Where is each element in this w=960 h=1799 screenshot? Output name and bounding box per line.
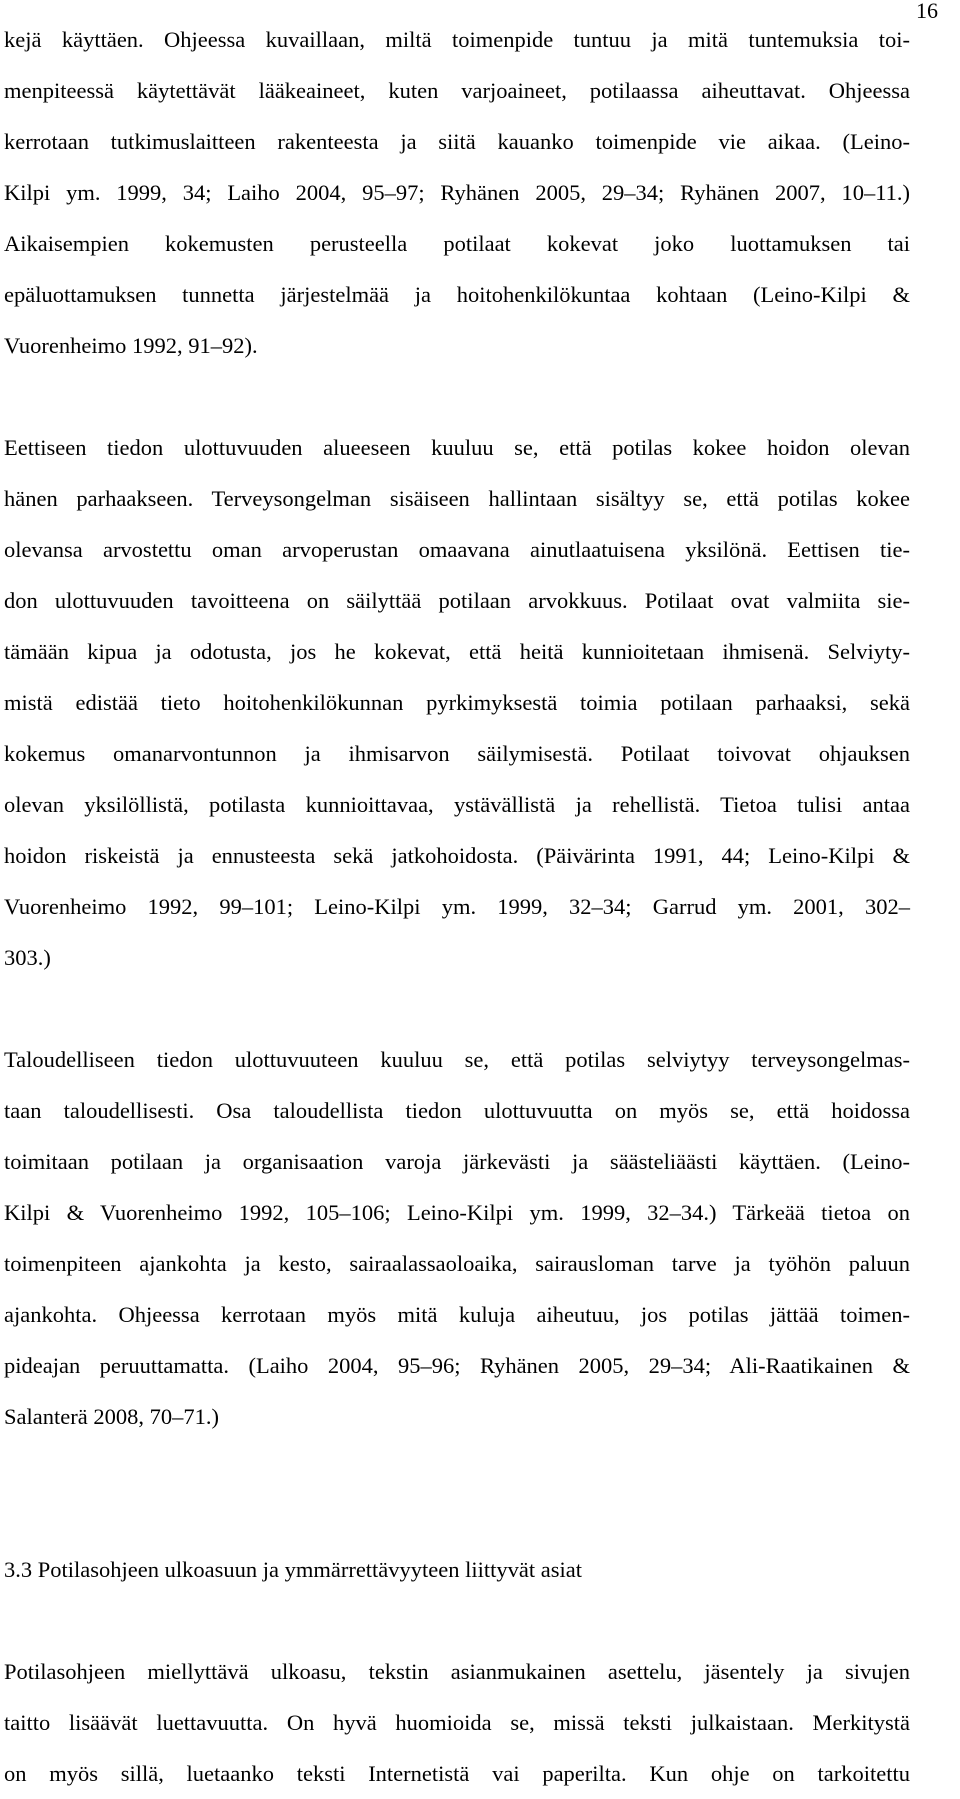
text-line: 303.) <box>4 945 51 970</box>
text-line: taitto lisäävät luettavuutta. On hyvä huomioida se, missä teksti julkaistaan. Merkitystä <box>4 1710 910 1735</box>
text-line: pideajan peruuttamatta. (Laiho 2004, 95–96; Ryhänen 2005, 29–34; Ali-Raatikainen & <box>4 1353 910 1378</box>
text-line: Vuorenheimo 1992, 91–92). <box>4 333 258 358</box>
text-line: tämään kipua ja odotusta, jos he kokevat, että heitä kunnioitetaan ihmisenä. Selviyty- <box>4 639 910 664</box>
text-line: kerrotaan tutkimuslaitteen rakenteesta ja siitä kauanko toimenpide vie aikaa. (Leino- <box>4 129 910 154</box>
text-line: on myös sillä, luetaanko teksti Internetistä vai paperilta. Kun ohje on tarkoitettu <box>4 1761 910 1786</box>
text-line: Potilasohjeen miellyttävä ulkoasu, tekstin asianmukainen asettelu, jäsentely ja sivujen <box>4 1659 910 1684</box>
text-line: mistä edistää tieto hoitohenkilökunnan pyrkimyksestä toimia potilaan parhaaksi, sekä <box>4 690 910 715</box>
text-line: taan taloudellisesti. Osa taloudellista tiedon ulottuvuutta on myös se, että hoidossa <box>4 1098 910 1123</box>
text-line: menpiteessä käytettävät lääkeaineet, kuten varjoaineet, potilaassa aiheuttavat. Ohjeessa <box>4 78 910 103</box>
text-line: ajankohta. Ohjeessa kerrotaan myös mitä kuluja aiheutuu, jos potilas jättää toimen- <box>4 1302 910 1327</box>
text-line: Vuorenheimo 1992, 99–101; Leino-Kilpi ym. 1999, 32–34; Garrud ym. 2001, 302– <box>4 894 910 919</box>
text-line: olevan yksilöllistä, potilasta kunnioittavaa, ystävällistä ja rehellistä. Tietoa tulisi antaa <box>4 792 910 817</box>
text-line: kejä käyttäen. Ohjeessa kuvaillaan, miltä toimenpide tuntuu ja mitä tuntemuksia toi- <box>4 27 910 52</box>
text-line: kokemus omanarvontunnon ja ihmisarvon säilymisestä. Potilaat toivovat ohjauksen <box>4 741 910 766</box>
section-heading: 3.3 Potilasohjeen ulkoasuun ja ymmärrettävyyteen liittyvät asiat <box>4 1557 582 1582</box>
text-line: hänen parhaakseen. Terveysongelman sisäiseen hallintaan sisältyy se, että potilas kokee <box>4 486 910 511</box>
text-line: Kilpi ym. 1999, 34; Laiho 2004, 95–97; Ryhänen 2005, 29–34; Ryhänen 2007, 10–11.) <box>4 180 910 205</box>
page-number: 16 <box>916 0 938 23</box>
text-line: hoidon riskeistä ja ennusteesta sekä jatkohoidosta. (Päivärinta 1991, 44; Leino-Kilpi & <box>4 843 910 868</box>
blank-line <box>4 1493 910 1544</box>
text-line: Eettiseen tiedon ulottuvuuden alueeseen kuuluu se, että potilas kokee hoidon olevan <box>4 435 910 460</box>
text-line: Salanterä 2008, 70–71.) <box>4 1404 219 1429</box>
text-line: Aikaisempien kokemusten perusteella potilaat kokevat joko luottamuksen tai <box>4 231 910 256</box>
text-line: Kilpi & Vuorenheimo 1992, 105–106; Leino-Kilpi ym. 1999, 32–34.) Tärkeää tietoa on <box>4 1200 910 1225</box>
blank-line <box>4 1442 910 1493</box>
text-line: toimitaan potilaan ja organisaation varoja järkevästi ja säästeliäästi käyttäen. (Leino- <box>4 1149 910 1174</box>
blank-line <box>4 371 910 422</box>
text-line: Taloudelliseen tiedon ulottuvuuteen kuuluu se, että potilas selviytyy terveysongelmas- <box>4 1047 910 1072</box>
document-body <box>4 14 910 1799</box>
text-line: toimenpiteen ajankohta ja kesto, sairaalassaoloaika, sairausloman tarve ja työhön paluun <box>4 1251 910 1276</box>
text-line: epäluottamuksen tunnetta järjestelmää ja hoitohenkilökuntaa kohtaan (Leino-Kilpi & <box>4 282 910 307</box>
text-line: olevansa arvostettu oman arvoperustan omaavana ainutlaatuisena yksilönä. Eettisen tie- <box>4 537 910 562</box>
text-line: don ulottuvuuden tavoitteena on säilyttää potilaan arvokkuus. Potilaat ovat valmiita sie- <box>4 588 910 613</box>
blank-line <box>4 1595 910 1646</box>
blank-line <box>4 983 910 1034</box>
